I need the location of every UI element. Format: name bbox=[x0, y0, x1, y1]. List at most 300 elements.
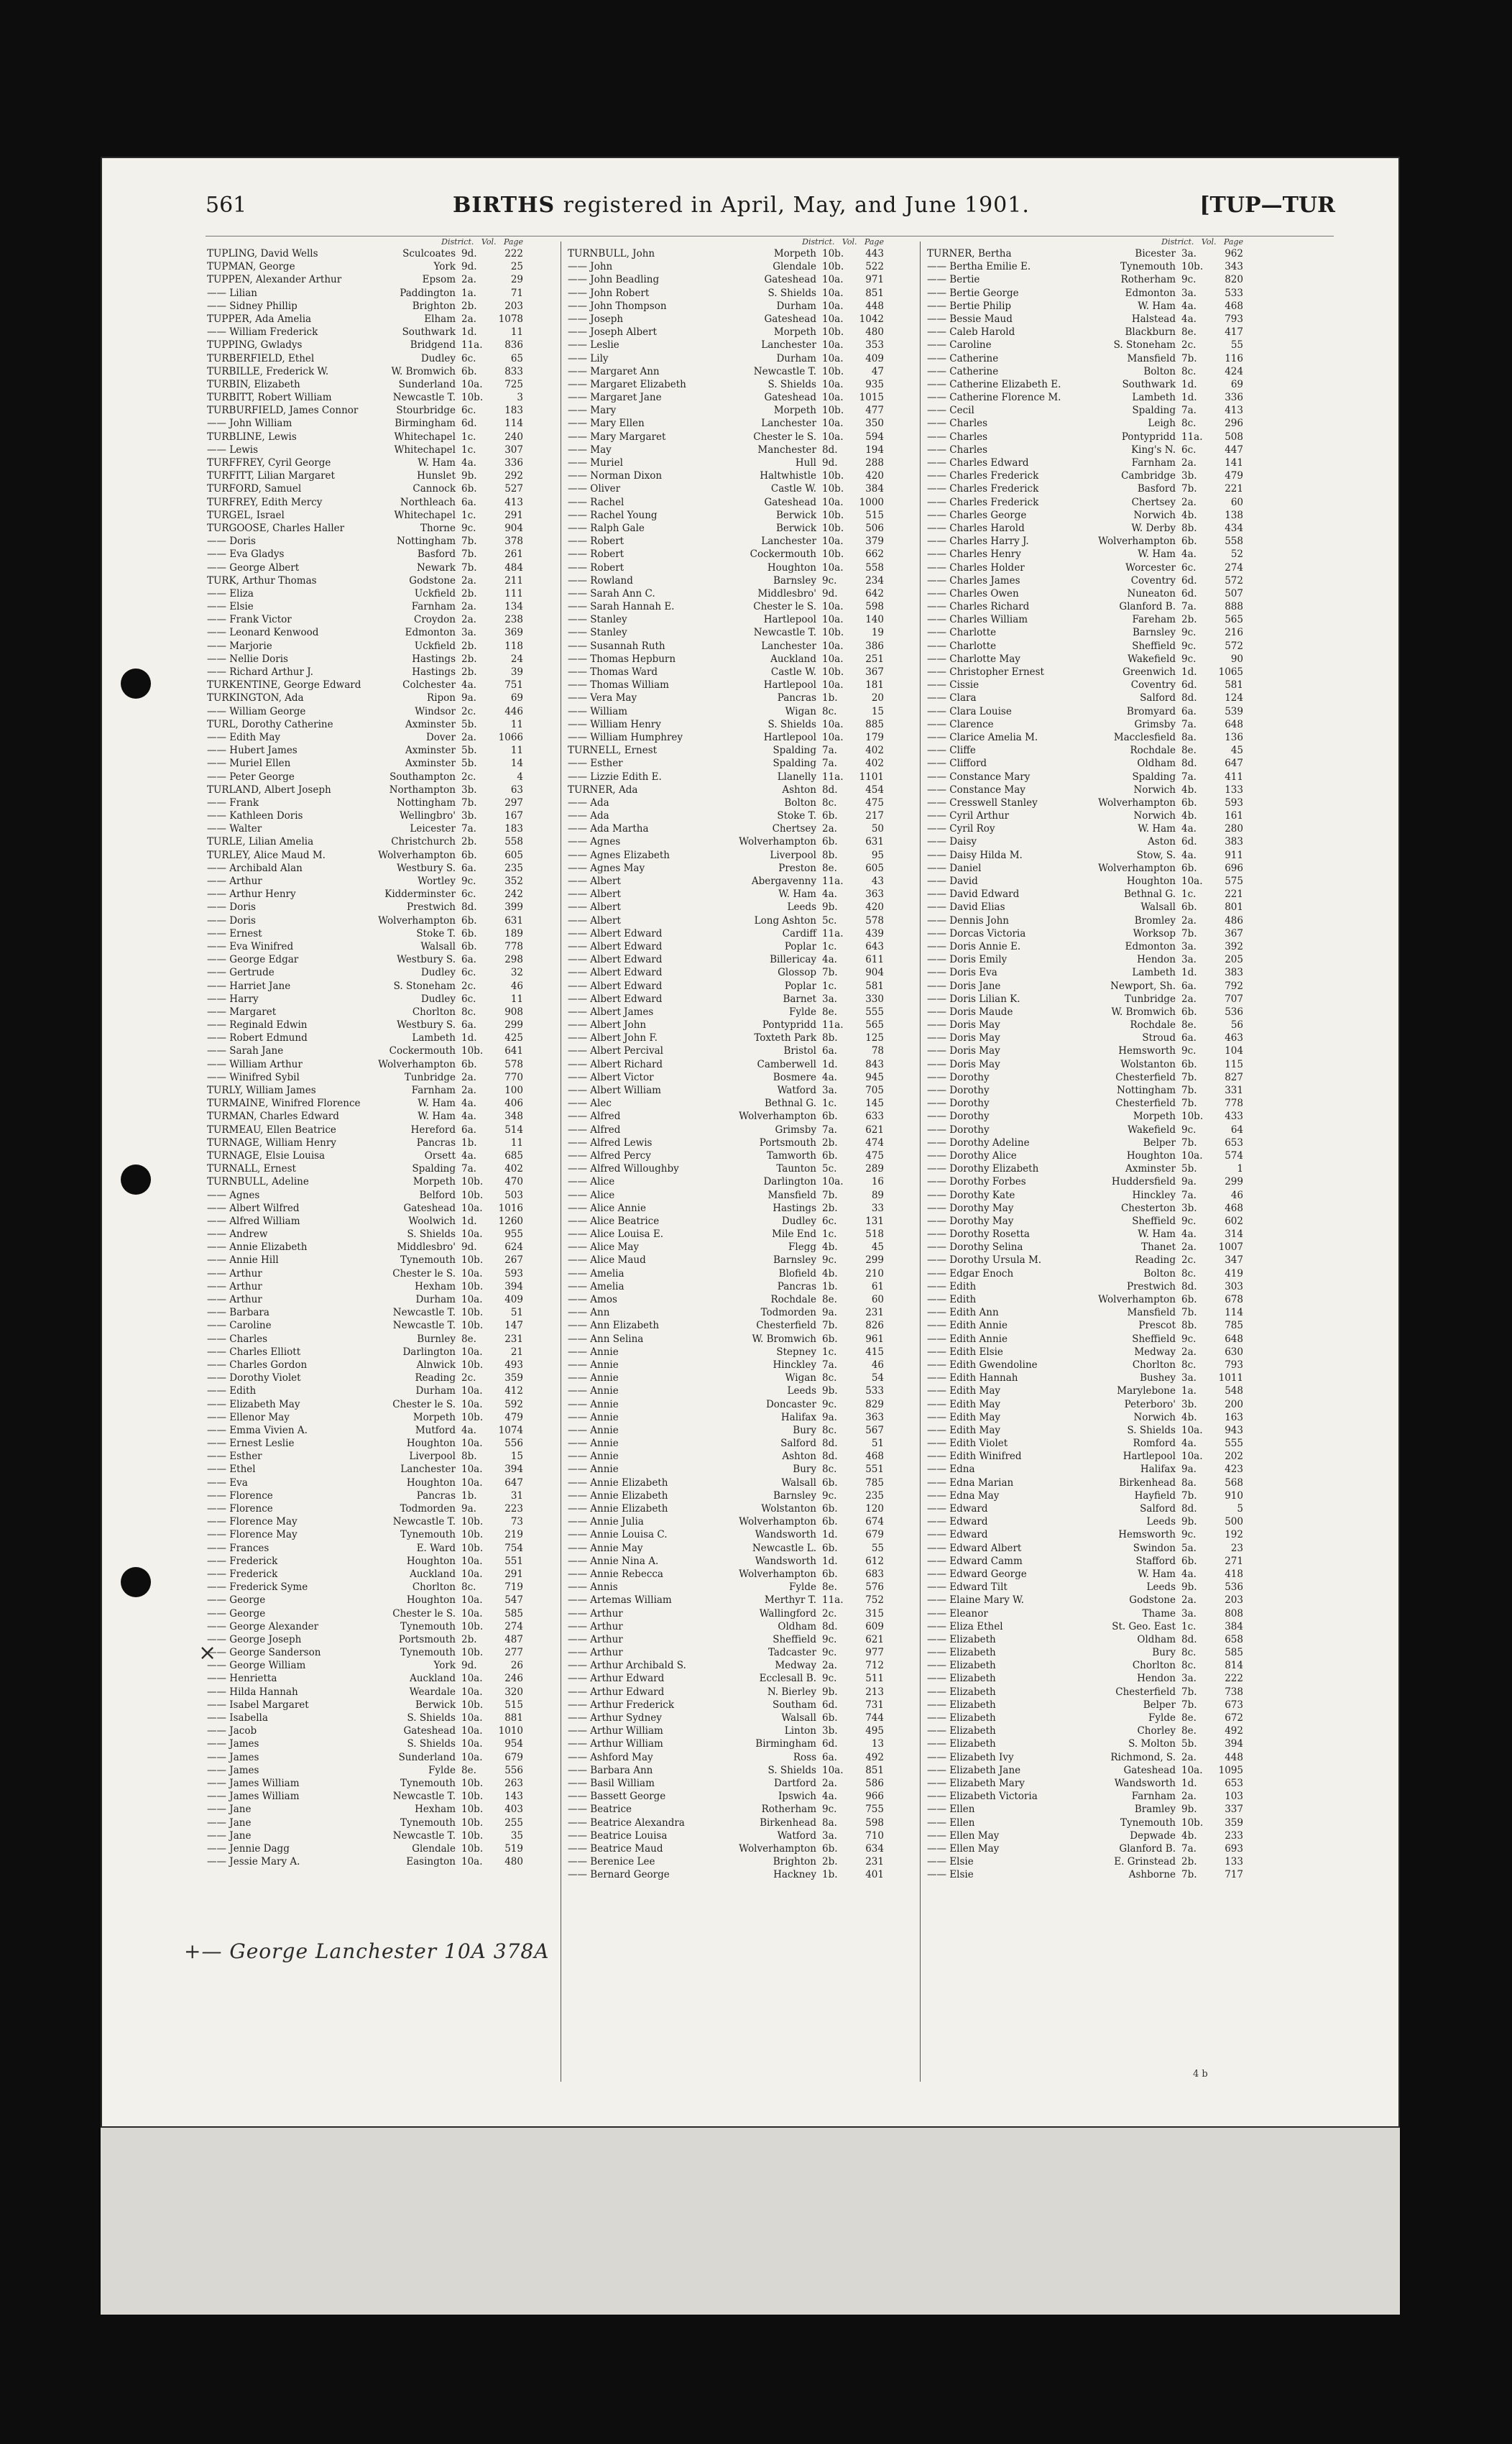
index-entry bbox=[927, 482, 1243, 495]
index-entry bbox=[568, 1633, 884, 1646]
entry-name: —— Hubert James bbox=[207, 745, 298, 757]
index-entry bbox=[927, 784, 1243, 796]
index-entry bbox=[927, 1319, 1243, 1332]
entry-volume: 7b. bbox=[1181, 483, 1197, 495]
entry-volume: 10a. bbox=[461, 1607, 483, 1620]
index-entry bbox=[568, 1359, 884, 1372]
entry-name: —— Annie bbox=[568, 1451, 619, 1463]
entry-name: —— Charles bbox=[927, 444, 988, 456]
entry-volume: 7b. bbox=[1181, 1489, 1197, 1502]
entry-page: 347 bbox=[1225, 1254, 1243, 1267]
index-entry bbox=[568, 640, 884, 653]
entry-district: Poplar bbox=[784, 980, 816, 992]
index-entry bbox=[568, 1672, 884, 1685]
entry-volume: 2a. bbox=[461, 614, 476, 626]
entry-page: 468 bbox=[1225, 300, 1243, 312]
entry-district: Marylebone bbox=[1117, 1385, 1176, 1397]
entry-volume: 6b. bbox=[1181, 796, 1197, 809]
entry-page: 592 bbox=[504, 1398, 523, 1410]
vol-heading: Vol. bbox=[481, 237, 497, 247]
entry-name: —— Artemas William bbox=[568, 1594, 672, 1607]
entry-volume: 4b. bbox=[822, 1241, 838, 1254]
entry-page: 240 bbox=[504, 431, 523, 443]
index-entry bbox=[207, 1829, 523, 1842]
entry-district: Northleach bbox=[400, 496, 456, 508]
index-entry bbox=[927, 326, 1243, 339]
entry-page: 474 bbox=[865, 1136, 884, 1149]
index-entry bbox=[207, 1699, 523, 1712]
entry-page: 1042 bbox=[859, 313, 884, 325]
entry-district: Berwick bbox=[776, 509, 816, 521]
entry-page: 315 bbox=[865, 1607, 884, 1620]
entry-name: TURNER, Bertha bbox=[927, 248, 1012, 259]
entry-district: Norwich bbox=[1133, 509, 1176, 521]
entry-district: Chester le S. bbox=[753, 601, 816, 613]
entry-name: —— Clarice Amelia M. bbox=[927, 731, 1038, 743]
entry-volume: 9d. bbox=[461, 1241, 477, 1254]
index-entry bbox=[207, 1280, 523, 1293]
entry-page: 90 bbox=[1230, 653, 1243, 665]
entry-district: Darlington bbox=[763, 1176, 816, 1188]
entry-district: Kidderminster bbox=[384, 888, 456, 901]
entry-district: Newcastle T. bbox=[392, 1829, 456, 1842]
entry-volume: 9c. bbox=[822, 1489, 837, 1502]
entry-name: —— Alec bbox=[568, 1098, 612, 1110]
entry-page: 585 bbox=[1225, 1647, 1243, 1659]
entry-name: —— Edward bbox=[927, 1516, 988, 1528]
entry-name: TURNER, Ada bbox=[568, 784, 638, 796]
index-entry bbox=[568, 469, 884, 482]
entry-page: 5 bbox=[1237, 1503, 1243, 1515]
entry-page: 15 bbox=[871, 705, 884, 717]
entry-name: —— Elizabeth bbox=[927, 1647, 996, 1659]
entry-name: —— Constance Mary bbox=[927, 771, 1031, 783]
entry-page: 565 bbox=[1225, 614, 1243, 626]
entry-page: 31 bbox=[510, 1489, 523, 1502]
entry-volume: 1b. bbox=[822, 1280, 838, 1292]
entry-page: 78 bbox=[871, 1045, 884, 1057]
index-entry bbox=[207, 431, 523, 444]
entry-name: TUPLING, David Wells bbox=[207, 248, 318, 259]
entry-page: 43 bbox=[871, 876, 884, 887]
index-entry bbox=[927, 509, 1243, 522]
entry-name: —— Florence bbox=[207, 1489, 273, 1502]
entry-page: 653 bbox=[1225, 1777, 1243, 1789]
entry-volume: 3b. bbox=[1181, 1398, 1197, 1410]
entry-page: 386 bbox=[865, 640, 884, 652]
entry-page: 475 bbox=[865, 796, 884, 809]
entry-district: Leeds bbox=[1146, 1516, 1176, 1528]
entry-district: W. Ham bbox=[1138, 823, 1176, 835]
entry-name: —— George Edgar bbox=[207, 954, 299, 966]
entry-volume: 10a. bbox=[822, 731, 844, 743]
entry-name: —— Elizabeth bbox=[927, 1712, 996, 1724]
index-entry bbox=[568, 862, 884, 875]
entry-page: 291 bbox=[504, 509, 523, 521]
index-entry bbox=[568, 1842, 884, 1855]
entry-district: Cannock bbox=[412, 483, 456, 495]
entry-name: —— Catherine Florence M. bbox=[927, 392, 1061, 404]
entry-page: 307 bbox=[504, 444, 523, 456]
entry-district: Tunbridge bbox=[1124, 993, 1176, 1005]
entry-volume: 10a. bbox=[822, 1764, 844, 1776]
index-entry bbox=[927, 1816, 1243, 1829]
entry-page: 402 bbox=[865, 745, 884, 757]
entry-district: Cardiff bbox=[782, 927, 816, 940]
entry-district: Pancras bbox=[416, 1489, 456, 1502]
index-entry bbox=[927, 1372, 1243, 1384]
index-entry bbox=[568, 613, 884, 626]
entry-volume: 1c. bbox=[461, 444, 476, 456]
entry-name: —— Annie Hill bbox=[207, 1254, 279, 1267]
entry-volume: 10a. bbox=[822, 339, 844, 352]
entry-district: Todmorden bbox=[400, 1503, 456, 1515]
entry-volume: 2a. bbox=[1181, 914, 1197, 927]
index-entry bbox=[207, 1424, 523, 1437]
entry-page: 508 bbox=[1225, 431, 1243, 443]
entry-name: TURFORD, Samuel bbox=[207, 483, 302, 495]
entry-volume: 3a. bbox=[1181, 1372, 1197, 1384]
entry-district: Blofield bbox=[778, 1267, 816, 1280]
entry-name: —— Reginald Edwin bbox=[207, 1019, 308, 1032]
entry-volume: 11a. bbox=[822, 1019, 844, 1032]
entry-page: 392 bbox=[1225, 940, 1243, 952]
entry-page: 801 bbox=[1225, 901, 1243, 914]
entry-district: Norwich bbox=[1133, 784, 1176, 796]
index-entry bbox=[927, 796, 1243, 809]
entry-name: —— Alfred William bbox=[207, 1215, 300, 1227]
entry-page: 384 bbox=[865, 483, 884, 495]
entry-page: 1078 bbox=[498, 313, 523, 325]
index-entry bbox=[927, 1699, 1243, 1712]
entry-page: 778 bbox=[1225, 1098, 1243, 1110]
entry-page: 634 bbox=[865, 1842, 884, 1855]
entry-volume: 6b. bbox=[822, 1516, 838, 1528]
entry-name: —— Elsie bbox=[207, 601, 254, 613]
entry-name: —— Eleanor bbox=[927, 1607, 988, 1620]
entry-name: —— Joseph Albert bbox=[568, 326, 657, 339]
entry-volume: 6a. bbox=[461, 1019, 476, 1032]
entry-name: —— Doris Lilian K. bbox=[927, 993, 1020, 1005]
entry-district: Todmorden bbox=[760, 1307, 816, 1319]
index-entry bbox=[568, 1280, 884, 1293]
index-entry bbox=[927, 692, 1243, 704]
entry-district: Tadcaster bbox=[767, 1647, 816, 1659]
entry-name: TUPPEN, Alexander Arthur bbox=[207, 274, 342, 286]
entry-district: Taunton bbox=[776, 1163, 816, 1175]
entry-name: —— Elizabeth May bbox=[207, 1398, 300, 1410]
entry-district: Southampton bbox=[389, 771, 456, 783]
index-entry bbox=[207, 640, 523, 653]
index-entry bbox=[568, 535, 884, 548]
entry-district: W. Bromwich bbox=[1111, 1006, 1176, 1018]
index-entry bbox=[927, 1724, 1243, 1737]
index-entry bbox=[927, 313, 1243, 326]
entry-page: 558 bbox=[504, 836, 523, 848]
entry-volume: 6d. bbox=[1181, 836, 1197, 848]
entry-page: 280 bbox=[1225, 823, 1243, 835]
entry-volume: 7a. bbox=[822, 758, 837, 770]
entry-name: —— Elizabeth Jane bbox=[927, 1764, 1021, 1776]
entry-name: —— Berenice Lee bbox=[568, 1856, 655, 1868]
entry-volume: 9a. bbox=[822, 1411, 837, 1423]
entry-district: Tynemouth bbox=[400, 1647, 456, 1659]
index-entry bbox=[207, 561, 523, 574]
index-entry bbox=[207, 1124, 523, 1136]
entry-name: —— Edna Marian bbox=[927, 1476, 1014, 1489]
entry-page: 643 bbox=[865, 940, 884, 952]
entry-page: 648 bbox=[1225, 1333, 1243, 1345]
entry-district: Rotherham bbox=[1120, 274, 1176, 286]
entry-page: 19 bbox=[871, 627, 884, 639]
entry-district: Grimsby bbox=[775, 1124, 816, 1136]
entry-volume: 8c. bbox=[1181, 1660, 1197, 1672]
entry-name: —— Arthur Henry bbox=[207, 888, 296, 901]
entry-district: Birmingham bbox=[755, 1738, 816, 1750]
entry-volume: 10a. bbox=[822, 392, 844, 404]
entry-district: W. Ham bbox=[418, 1098, 456, 1110]
entry-volume: 2b. bbox=[461, 836, 477, 848]
entry-volume: 9b. bbox=[1181, 1516, 1197, 1528]
entry-page: 292 bbox=[504, 470, 523, 482]
entry-name: —— Edith Winifred bbox=[927, 1451, 1022, 1463]
entry-name: —— Charles Richard bbox=[927, 601, 1030, 613]
entry-name: —— Charles Frederick bbox=[927, 496, 1039, 508]
entry-district: Farnham bbox=[1131, 1791, 1176, 1803]
index-entry bbox=[568, 326, 884, 339]
entry-name: —— Bertha Emilie E. bbox=[927, 261, 1031, 273]
entry-volume: 8d. bbox=[822, 784, 838, 796]
entry-page: 572 bbox=[1225, 640, 1243, 652]
entry-name: TURNALL, Ernest bbox=[207, 1163, 296, 1175]
entry-name: —— Lily bbox=[568, 352, 609, 364]
entry-district: Ecclesall B. bbox=[759, 1673, 816, 1685]
entry-name: —— Annie Elizabeth bbox=[568, 1503, 668, 1515]
entry-page: 495 bbox=[865, 1725, 884, 1737]
index-entry bbox=[568, 1044, 884, 1057]
index-entry bbox=[568, 809, 884, 822]
entry-volume: 10a. bbox=[822, 378, 844, 390]
column-heading bbox=[568, 236, 884, 247]
entry-volume: 10a. bbox=[822, 431, 844, 443]
entry-volume: 2b. bbox=[461, 1633, 477, 1645]
index-entry bbox=[568, 600, 884, 613]
entry-page: 134 bbox=[504, 601, 523, 613]
entry-district: York bbox=[433, 261, 456, 273]
entry-name: —— Frederick Syme bbox=[207, 1581, 308, 1594]
entry-page: 336 bbox=[1225, 392, 1243, 404]
index-entry bbox=[568, 287, 884, 300]
entry-volume: 2a. bbox=[1181, 993, 1197, 1005]
index-entry bbox=[568, 417, 884, 430]
index-entry bbox=[927, 771, 1243, 784]
entry-district: Hendon bbox=[1137, 954, 1176, 966]
index-entry bbox=[207, 993, 523, 1006]
entry-name: —— George Albert bbox=[207, 561, 300, 574]
entry-page: 14 bbox=[510, 758, 523, 770]
entry-volume: 8e. bbox=[461, 1333, 476, 1345]
entry-volume: 6c. bbox=[1181, 561, 1197, 574]
entry-page: 200 bbox=[1225, 1398, 1243, 1410]
index-entry bbox=[927, 404, 1243, 417]
entry-page: 394 bbox=[1225, 1738, 1243, 1750]
entry-page: 593 bbox=[1225, 796, 1243, 809]
entry-page: 662 bbox=[865, 548, 884, 561]
entry-district: Farnham bbox=[1131, 457, 1176, 469]
entry-district: Norwich bbox=[1133, 810, 1176, 822]
entry-volume: 10b. bbox=[1181, 1111, 1204, 1123]
entry-volume: 8e. bbox=[822, 1006, 837, 1018]
entry-district: Wellingbro' bbox=[400, 810, 456, 822]
entry-page: 519 bbox=[504, 1842, 523, 1855]
entry-name: —— Eliza Ethel bbox=[927, 1620, 1003, 1632]
entry-volume: 10b. bbox=[822, 248, 844, 259]
entry-name: —— Dorothy bbox=[927, 1098, 990, 1110]
entry-name: —— Annie Elizabeth bbox=[568, 1489, 668, 1502]
entry-district: Tynemouth bbox=[400, 1777, 456, 1789]
index-entry bbox=[568, 692, 884, 704]
entry-district: Hastings bbox=[412, 666, 456, 678]
entry-district: Westbury S. bbox=[397, 862, 456, 874]
entry-district: Leeds bbox=[787, 901, 816, 914]
entry-volume: 6a. bbox=[1181, 705, 1197, 717]
entry-volume: 7b. bbox=[1181, 1686, 1197, 1698]
entry-volume: 9a. bbox=[822, 1307, 837, 1319]
entry-name: —— Frances bbox=[207, 1542, 269, 1554]
entry-volume: 1d. bbox=[822, 1529, 838, 1541]
index-entry bbox=[927, 1751, 1243, 1764]
entry-name: —— Charles Frederick bbox=[927, 483, 1039, 495]
entry-district: Morpeth bbox=[773, 326, 816, 339]
entry-district: Sheffield bbox=[1132, 1333, 1176, 1345]
entry-district: Woolwich bbox=[408, 1215, 456, 1227]
index-entry bbox=[207, 417, 523, 430]
entry-page: 447 bbox=[1225, 444, 1243, 456]
entry-name: —— Charlotte bbox=[927, 627, 997, 639]
entry-page: 678 bbox=[1225, 1294, 1243, 1305]
entry-volume: 8c. bbox=[1181, 418, 1197, 430]
index-entry bbox=[568, 875, 884, 888]
entry-page: 910 bbox=[1225, 1489, 1243, 1502]
entry-volume: 1b. bbox=[461, 1489, 477, 1502]
entry-name: —— Dorothy Alice bbox=[927, 1149, 1017, 1162]
index-entry bbox=[927, 287, 1243, 300]
entry-district: Middlesbro' bbox=[757, 587, 816, 599]
entry-name: —— Alfred bbox=[568, 1124, 621, 1136]
entry-page: 648 bbox=[1225, 718, 1243, 730]
entry-name: —— Eva Gladys bbox=[207, 548, 285, 561]
entry-name: —— Edith bbox=[207, 1385, 257, 1397]
entry-volume: 4a. bbox=[1181, 823, 1197, 835]
entry-district: Nuneaton bbox=[1127, 587, 1176, 599]
entry-volume: 3a. bbox=[1181, 248, 1197, 259]
entry-name: —— Robert bbox=[568, 561, 624, 574]
entry-volume: 2a. bbox=[461, 1085, 476, 1096]
entry-page: 183 bbox=[504, 405, 523, 417]
entry-volume: 6a. bbox=[461, 954, 476, 966]
index-entry bbox=[927, 1280, 1243, 1293]
entry-volume: 10b. bbox=[822, 627, 844, 639]
index-entry bbox=[568, 1333, 884, 1346]
index-entry bbox=[207, 1620, 523, 1633]
index-entry bbox=[207, 574, 523, 587]
entry-page: 141 bbox=[1225, 457, 1243, 469]
entry-name: —— Sarah Hannah E. bbox=[568, 601, 675, 613]
entry-volume: 9b. bbox=[822, 1385, 838, 1397]
entry-volume: 2c. bbox=[461, 771, 476, 783]
entry-district: Chesterton bbox=[1120, 1202, 1176, 1214]
entry-volume: 10b. bbox=[1181, 261, 1204, 273]
entry-district: Coventry bbox=[1130, 574, 1176, 587]
entry-page: 725 bbox=[504, 378, 523, 390]
index-entry bbox=[568, 431, 884, 444]
entry-volume: 7a. bbox=[461, 823, 476, 835]
entry-volume: 4a. bbox=[461, 1149, 476, 1162]
entry-page: 480 bbox=[865, 326, 884, 339]
entry-page: 25 bbox=[510, 261, 523, 273]
index-entry bbox=[568, 1110, 884, 1123]
entry-district: Gateshead bbox=[764, 313, 816, 325]
entry-district: Lanchester bbox=[761, 536, 816, 548]
entry-name: TUPPING, Gwladys bbox=[207, 339, 303, 352]
entry-name: —— John Thompson bbox=[568, 300, 667, 312]
entry-volume: 8d. bbox=[1181, 1633, 1197, 1645]
entry-page: 118 bbox=[504, 640, 523, 652]
entry-name: —— John William bbox=[207, 418, 292, 430]
entry-district: St. Geo. East bbox=[1112, 1620, 1176, 1632]
entry-district: Sheffield bbox=[773, 1633, 816, 1645]
entry-volume: 10b. bbox=[461, 1620, 484, 1632]
index-entry bbox=[207, 731, 523, 744]
index-entry bbox=[568, 548, 884, 561]
entry-page: 145 bbox=[865, 1098, 884, 1110]
entry-name: —— Alfred Willoughby bbox=[568, 1163, 679, 1175]
entry-volume: 10b. bbox=[461, 1842, 484, 1855]
entry-volume: 2a. bbox=[822, 1777, 837, 1789]
entry-volume: 4a. bbox=[1181, 1228, 1197, 1241]
entry-page: 581 bbox=[865, 980, 884, 992]
entry-district: Abergavenny bbox=[751, 876, 816, 887]
entry-page: 143 bbox=[504, 1791, 523, 1803]
entry-page: 235 bbox=[504, 862, 523, 874]
index-entry bbox=[927, 522, 1243, 535]
entry-page: 383 bbox=[1225, 967, 1243, 979]
entry-name: —— Bessie Maud bbox=[927, 313, 1013, 325]
entry-district: Spalding bbox=[773, 745, 816, 757]
entry-page: 493 bbox=[504, 1359, 523, 1371]
entry-name: —— Ellen May bbox=[927, 1842, 1000, 1855]
entry-page: 843 bbox=[865, 1058, 884, 1070]
entry-district: Southwark bbox=[402, 326, 456, 339]
entry-page: 246 bbox=[504, 1673, 523, 1685]
entry-name: —— Edward George bbox=[927, 1568, 1027, 1580]
entry-volume: 7a. bbox=[1181, 718, 1197, 730]
entry-name: TURNBULL, John bbox=[568, 248, 655, 259]
entry-district: Oldham bbox=[1137, 758, 1176, 770]
entry-page: 55 bbox=[1230, 339, 1243, 352]
entry-name: —— Walter bbox=[207, 823, 262, 835]
entry-name: TURLEY, Alice Maud M. bbox=[207, 849, 326, 861]
index-entry bbox=[927, 705, 1243, 718]
entry-volume: 6c. bbox=[461, 993, 476, 1005]
entry-page: 222 bbox=[504, 248, 523, 259]
entry-name: —— Arthur Archibald S. bbox=[568, 1660, 686, 1672]
entry-name: TURNBULL, Adeline bbox=[207, 1176, 309, 1188]
entry-page: 454 bbox=[865, 784, 884, 796]
entry-volume: 4a. bbox=[1181, 1568, 1197, 1580]
entry-page: 136 bbox=[1225, 731, 1243, 743]
entry-district: Merthyr T. bbox=[764, 1594, 816, 1607]
